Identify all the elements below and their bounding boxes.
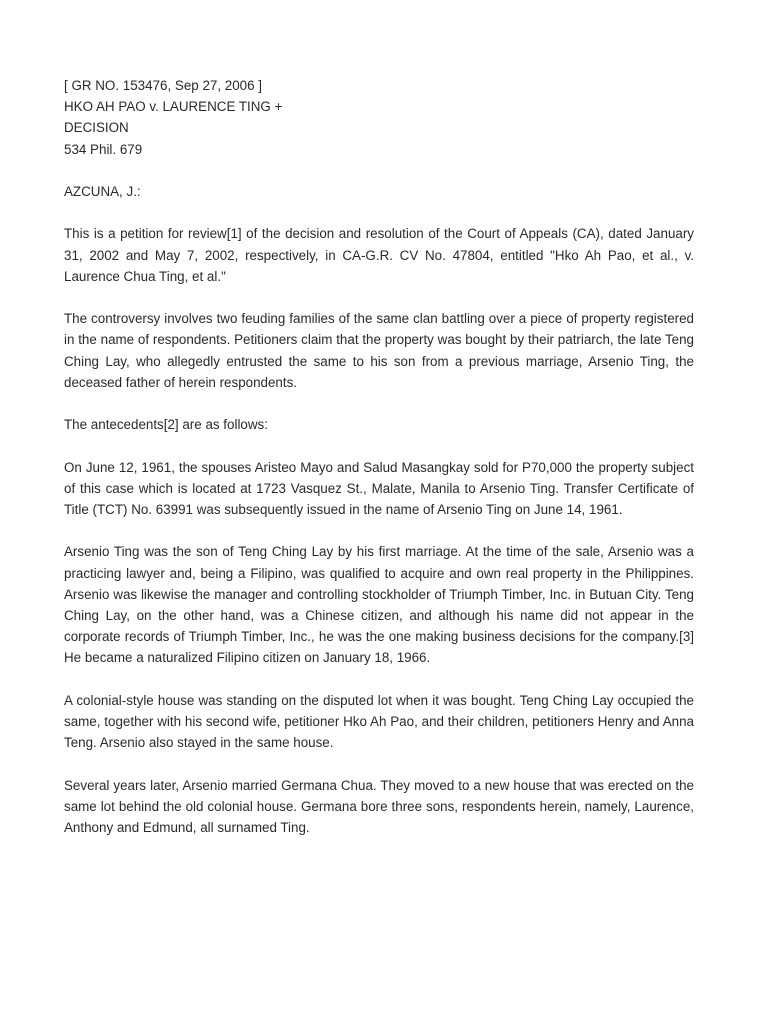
paragraph-colonial-house: A colonial-style house was standing on the disputed lot when it was bought. Teng Ching Lay occupied the same, together with his second wife, petitioner Hko Ah Pao, and their children, petitioners Henry and Anna Teng. Arsenio also stayed in the same house. <box>64 692 694 751</box>
case-title: HKO AH PAO v. LAURENCE TING + <box>64 99 283 115</box>
citation: 534 Phil. 679 <box>64 141 143 157</box>
paragraph-antecedents-intro: The antecedents[2] are as follows: <box>64 417 268 433</box>
document-body <box>64 75 694 838</box>
paragraph-petition: This is a petition for review[1] of the decision and resolution of the Court of Appeals (CA), dated January 31, 2002 and May 7, 2002, respectively, in CA-G.R. CV No. 47804, entitled "Hko Ah Pao, et al., v. Laurence Chua Ting, et al." <box>64 226 694 284</box>
paragraph-marriage: Several years later, Arsenio married Germana Chua. They moved to a new house that was erected on the same lot behind the old colonial house. Germana bore three sons, respondents herein, namely, Laurence, Anthony and Edmund, all surnamed Ting. <box>64 777 694 835</box>
paragraph-controversy: The controversy involves two feuding families of the same clan battling over a piece of property registered in the name of respondents. Petitioners claim that the property was bought by their patriarch, the late Teng Ching Lay, who allegedly entrusted the same to his son from a previous marriage, Arsenio Ting, the deceased father of herein respondents. <box>64 311 694 390</box>
paragraph-arsenio: Arsenio Ting was the son of Teng Ching Lay by his first marriage. At the time of the sale, Arsenio was a practicing lawyer and, being a Filipino, was qualified to acquire and own real property in the Philippines. Arsenio was likewise the manager and controlling stockholder of Triumph Timber, Inc. in Butuan City. Teng Ching Lay, on the other hand, was a Chinese citizen, and although his name did not appear in the corporate records of Triumph Timber, Inc., he was the one making business decisions for the company.[3] He became a naturalized Filipino citizen on January 18, 1966. <box>64 544 694 666</box>
case-header <box>64 75 694 160</box>
paragraph-sale: On June 12, 1961, the spouses Aristeo Mayo and Salud Masangkay sold for P70,000 the property subject of this case which is located at 1723 Vasquez St., Malate, Manila to Arsenio Ting. Transfer Certificate of Title (TCT) No. 63991 was subsequently issued in the name of Arsenio Ting on June 14, 1961. <box>64 459 694 517</box>
case-number: [ GR NO. 153476, Sep 27, 2006 ] <box>64 78 263 93</box>
ponente: AZCUNA, J.: <box>64 184 141 199</box>
document-type: DECISION <box>64 120 129 136</box>
